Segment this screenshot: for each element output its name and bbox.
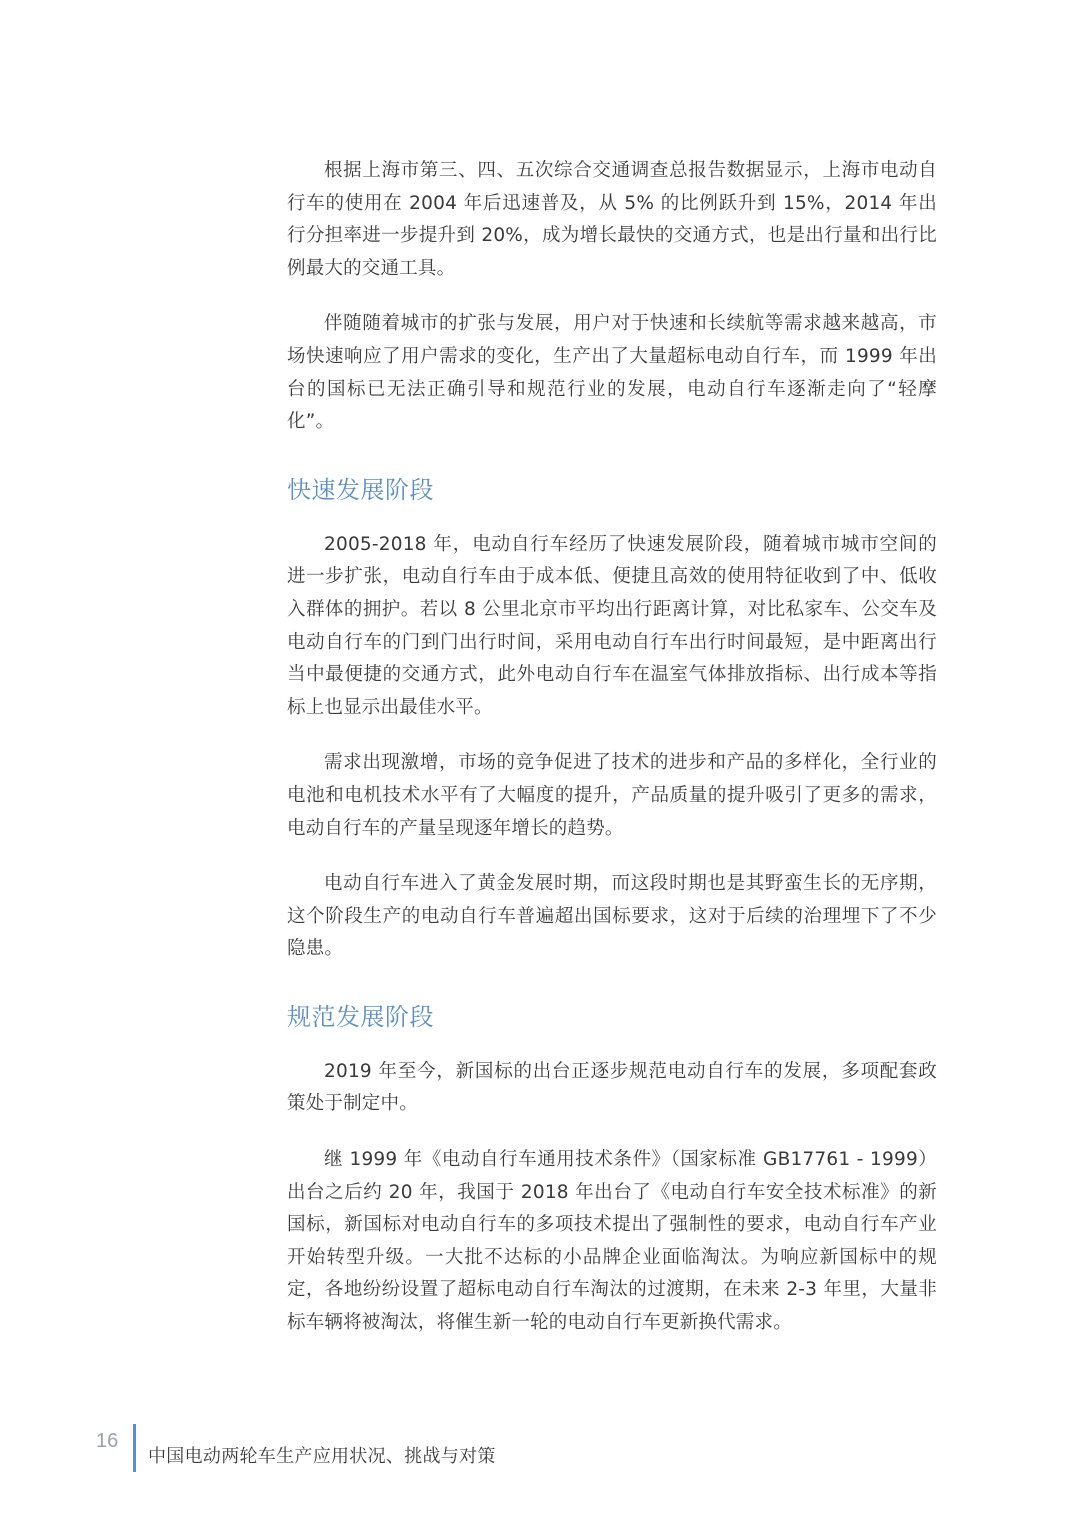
footer-title: 中国电动两轮车生产应用状况、挑战与对策 [148,1446,496,1467]
section-title-rapid-development: 快速发展阶段 [287,475,434,504]
paragraph-standard-history: 继 1999 年《电动自行车通用技术条件》（国家标准 GB17761 - 1999）出台之后约 20 年，我国于 2018 年出台了《电动自行车安全技术标准》的新国标，新国标对电动自行车的多项技术提出了强制性的要求，电动自行车产业开始转型升级。一大批不达标的小品牌企业面临淘汰。为响应新国标中的规定，各地纷纷设置了超标电动自行车淘汰的过渡期，在未来 2-3 年里，大量非标车辆将被淘汰，将催生新一轮的电动自行车更新换代需求。 [287,1149,937,1334]
paragraph-rapid-development: 2005-2018 年，电动自行车经历了快速发展阶段，随着城市城市空间的进一步扩张，电动自行车由于成本低、便捷且高效的使用特征收到了中、低收入群体的拥护。若以 8 公里北京市平均出行距离计算，对比私家车、公交车及电动自行车的门到门出行时间，采用电动自行车出行时间最短，是中距离出行当中最便捷的交通方式，此外电动自行车在温室气体排放指标、出行成本等指标上也显示出最佳水平。 [287,533,937,718]
paragraph-demand-surge: 需求出现激增，市场的竞争促进了技术的进步和产品的多样化，全行业的电池和电机技术水平有了大幅度的提升，产品质量的提升吸引了更多的需求，电动自行车的产量呈现逐年增长的趋势。 [287,752,937,839]
page-footer [0,1420,1080,1480]
footer-divider [133,1424,136,1472]
section-title-regulated-development: 规范发展阶段 [287,1002,434,1031]
paragraph-new-standard: 2019 年至今，新国标的出台正逐步规范电动自行车的发展，多项配套政策处于制定中。 [287,1060,937,1115]
paragraph-golden-period: 电动自行车进入了黄金发展时期，而这段时期也是其野蛮生长的无序期，这个阶段生产的电动自行车普遍超出国标要求，这对于后续的治理埋下了不少隐患。 [287,873,937,960]
page-number: 16 [96,1430,119,1452]
document-body [287,155,937,1340]
paragraph-light-motorization: 伴随随着城市的扩张与发展，用户对于快速和长续航等需求越来越高，市场快速响应了用户需求的变化，生产出了大量超标电动自行车，而 1999 年出台的国标已无法正确引导和规范行业的发展，电动自行车逐渐走向了“轻摩化”。 [287,313,937,433]
paragraph-shanghai-survey: 根据上海市第三、四、五次综合交通调查总报告数据显示，上海市电动自行车的使用在 2004 年后迅速普及，从 5% 的比例跃升到 15%，2014 年出行分担率进一步提升到 20%，成为增长最快的交通方式，也是出行量和出行比例最大的交通工具。 [287,160,937,279]
